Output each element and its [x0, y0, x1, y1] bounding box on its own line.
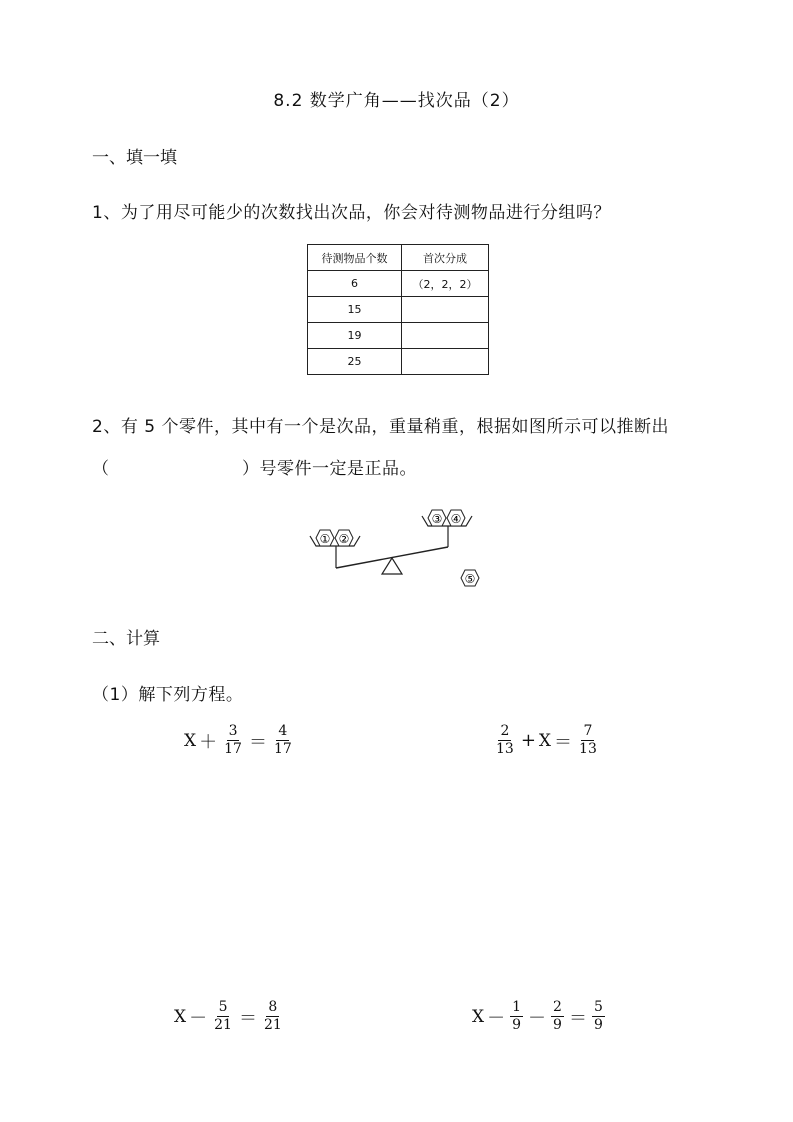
- table-cell-split: （2，2，2）: [402, 271, 489, 297]
- table-row: [308, 349, 489, 375]
- table-row: [308, 271, 489, 297]
- variable-x: X: [472, 1006, 485, 1027]
- plus-sign: ＋: [199, 731, 218, 753]
- numerator: 8: [266, 1000, 279, 1017]
- part-4-label: ④: [450, 512, 462, 526]
- table-row: [308, 297, 489, 323]
- equation-3: [174, 1000, 286, 1034]
- denominator: 21: [263, 1017, 282, 1034]
- fraction: [551, 1000, 564, 1034]
- part-3-label: ③: [431, 512, 443, 526]
- sub-question-solve: （1）解下列方程。: [92, 685, 244, 705]
- part-5-label: ⑤: [464, 572, 476, 586]
- numerator: 4: [276, 724, 289, 741]
- table-cell-count: 6: [308, 271, 402, 297]
- fraction: [494, 724, 516, 758]
- denominator: 21: [214, 1017, 232, 1034]
- denominator: 17: [224, 741, 242, 758]
- numerator: 7: [581, 724, 594, 741]
- part-3: [428, 510, 446, 526]
- plus-sign: +: [520, 730, 536, 752]
- table-header-first-split: 首次分成: [402, 245, 489, 271]
- equals-sign: ＝: [554, 731, 573, 753]
- section-heading-calc: 二、计算: [92, 629, 160, 649]
- table-header-row: [308, 245, 489, 271]
- equals-sign: ＝: [248, 731, 267, 753]
- variable-x: X: [538, 730, 552, 751]
- table-cell-split: [402, 323, 489, 349]
- fraction: [510, 1000, 523, 1034]
- minus-sign: －: [528, 1007, 547, 1029]
- table-header-count: 待测物品个数: [308, 245, 402, 271]
- equals-sign: ＝: [568, 1007, 587, 1029]
- part-5: [461, 570, 479, 586]
- page-title: 8.2 数学广角——找次品（2）: [273, 91, 520, 111]
- minus-sign: －: [487, 1007, 506, 1029]
- fraction: [577, 724, 599, 758]
- denominator: 13: [496, 741, 514, 758]
- minus-sign: －: [189, 1007, 208, 1029]
- part-4: [447, 510, 465, 526]
- denominator: 13: [579, 741, 597, 758]
- numerator: 1: [510, 1000, 523, 1017]
- variable-x: X: [184, 730, 197, 751]
- variable-x: X: [174, 1006, 187, 1027]
- equation-4: [472, 1000, 607, 1034]
- numerator: 2: [551, 1000, 564, 1017]
- numerator: 5: [217, 1000, 230, 1017]
- table-row: [308, 323, 489, 349]
- numerator: 3: [227, 724, 240, 741]
- fraction: [222, 724, 244, 758]
- numerator: 5: [592, 1000, 605, 1017]
- part-1-label: ①: [319, 532, 331, 546]
- question-2-open-paren: （: [92, 459, 110, 479]
- table-cell-split: [402, 297, 489, 323]
- fraction: [272, 724, 294, 758]
- denominator: 17: [273, 741, 292, 758]
- part-1: [316, 530, 334, 546]
- equals-sign: ＝: [238, 1007, 257, 1029]
- table-cell-count: 25: [308, 349, 402, 375]
- section-heading-fill: 一、填一填: [92, 148, 177, 168]
- fraction: [212, 1000, 234, 1034]
- table-cell-count: 19: [308, 323, 402, 349]
- question-2-line1: 2、有 5 个零件，其中有一个是次品，重量稍重，根据如图所示可以推断出: [92, 417, 669, 437]
- denominator: 9: [593, 1017, 603, 1034]
- denominator: 9: [512, 1017, 522, 1034]
- table-cell-split: [402, 349, 489, 375]
- fulcrum-triangle: [382, 558, 402, 574]
- question-2-line2: ）号零件一定是正品。: [242, 459, 417, 479]
- question-1-text: 1、为了用尽可能少的次数找出次品，你会对待测物品进行分组吗？: [92, 203, 611, 223]
- table-cell-count: 15: [308, 297, 402, 323]
- part-2-label: ②: [338, 532, 350, 546]
- equation-2: [492, 724, 601, 758]
- part-2: [335, 530, 353, 546]
- numerator: 2: [498, 724, 511, 741]
- grouping-table: [307, 244, 489, 375]
- equation-1: [184, 724, 296, 758]
- fraction: [592, 1000, 605, 1034]
- fraction: [262, 1000, 284, 1034]
- denominator: 9: [553, 1017, 562, 1034]
- balance-scale-diagram: [300, 500, 500, 595]
